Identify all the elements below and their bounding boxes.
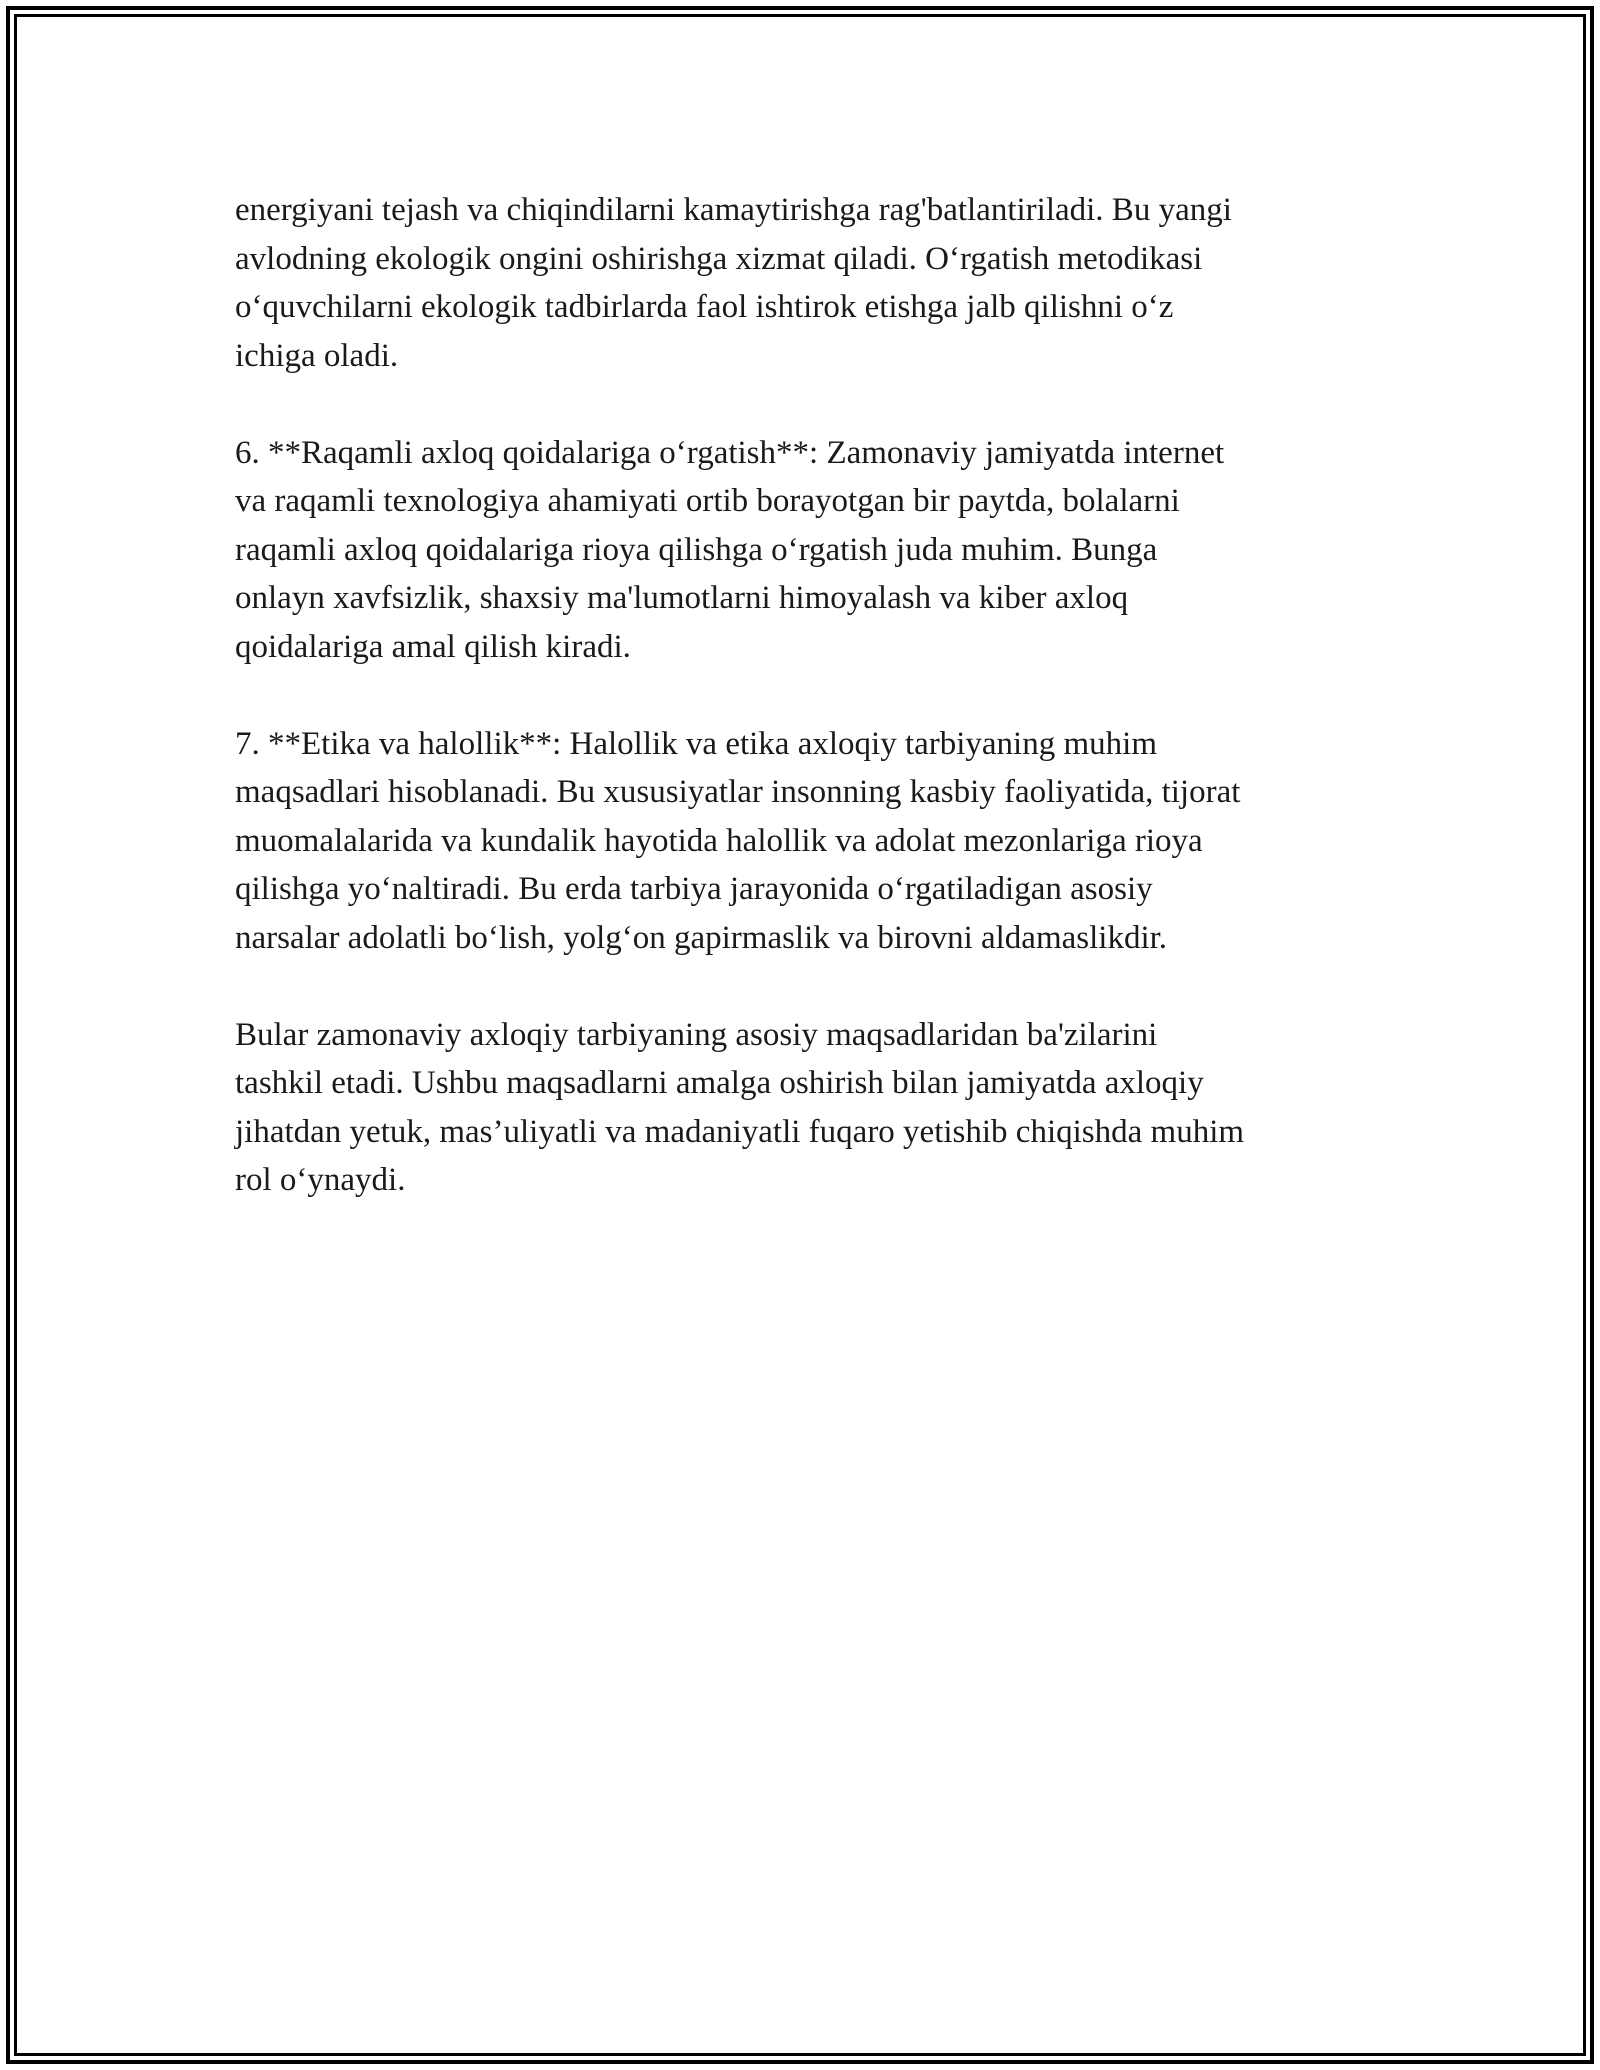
paragraph-digital-ethics: [235, 429, 1375, 672]
text-line: ichiga oladi.: [235, 337, 399, 374]
text-line: muomalalarida va kundalik hayotida halollik va adolat mezonlariga rioya: [235, 822, 1203, 859]
text-line: rol o‘ynaydi.: [235, 1162, 406, 1198]
text-line: o‘quvchilarni ekologik tadbirlarda faol ishtirok etishga jalb qilishni o‘z: [235, 289, 1174, 325]
text-line: qilishga yo‘naltiradi. Bu erda tarbiya jarayonida o‘rgatiladigan asosiy: [235, 871, 1153, 907]
text-line: jihatdan yetuk, mas’uliyatli va madaniyatli fuqaro yetishib chiqishda muhim: [235, 1113, 1245, 1150]
paragraph-ecology: [235, 186, 1375, 380]
paragraph-ethics-honesty: [235, 720, 1375, 963]
text-line: avlodning ekologik ongini oshirishga xizmat qiladi. O‘rgatish metodikasi: [235, 240, 1203, 277]
text-line: 7. **Etika va halollik**: Halollik va etika axloqiy tarbiyaning muhim: [235, 725, 1157, 762]
text-line: onlayn xavfsizlik, shaxsiy ma'lumotlarni himoyalash va kiber axloq: [235, 580, 1129, 616]
text-line: va raqamli texnologiya ahamiyati ortib borayotgan bir paytda, bolalarni: [235, 483, 1180, 519]
text-line: narsalar adolatli bo‘lish, yolg‘on gapirmaslik va birovni aldamaslikdir.: [235, 919, 1168, 956]
text-line: Bular zamonaviy axloqiy tarbiyaning asosiy maqsadlaridan ba'zilarini: [235, 1016, 1158, 1053]
text-line: tashkil etadi. Ushbu maqsadlarni amalga oshirish bilan jamiyatda axloqiy: [235, 1065, 1204, 1101]
document-body: [235, 186, 1375, 1205]
text-line: qoidalariga amal qilish kiradi.: [235, 628, 631, 665]
paragraph-conclusion: [235, 1011, 1375, 1205]
text-line: raqamli axloq qoidalariga rioya qilishga o‘rgatish juda muhim. Bunga: [235, 531, 1158, 568]
text-line: 6. **Raqamli axloq qoidalariga o‘rgatish**: Zamonaviy jamiyatda internet: [235, 434, 1225, 471]
text-line: energiyani tejash va chiqindilarni kamaytirishga rag'batlantiriladi. Bu yangi: [235, 192, 1232, 228]
text-line: maqsadlari hisoblanadi. Bu xususiyatlar insonning kasbiy faoliyatida, tijorat: [235, 774, 1241, 810]
